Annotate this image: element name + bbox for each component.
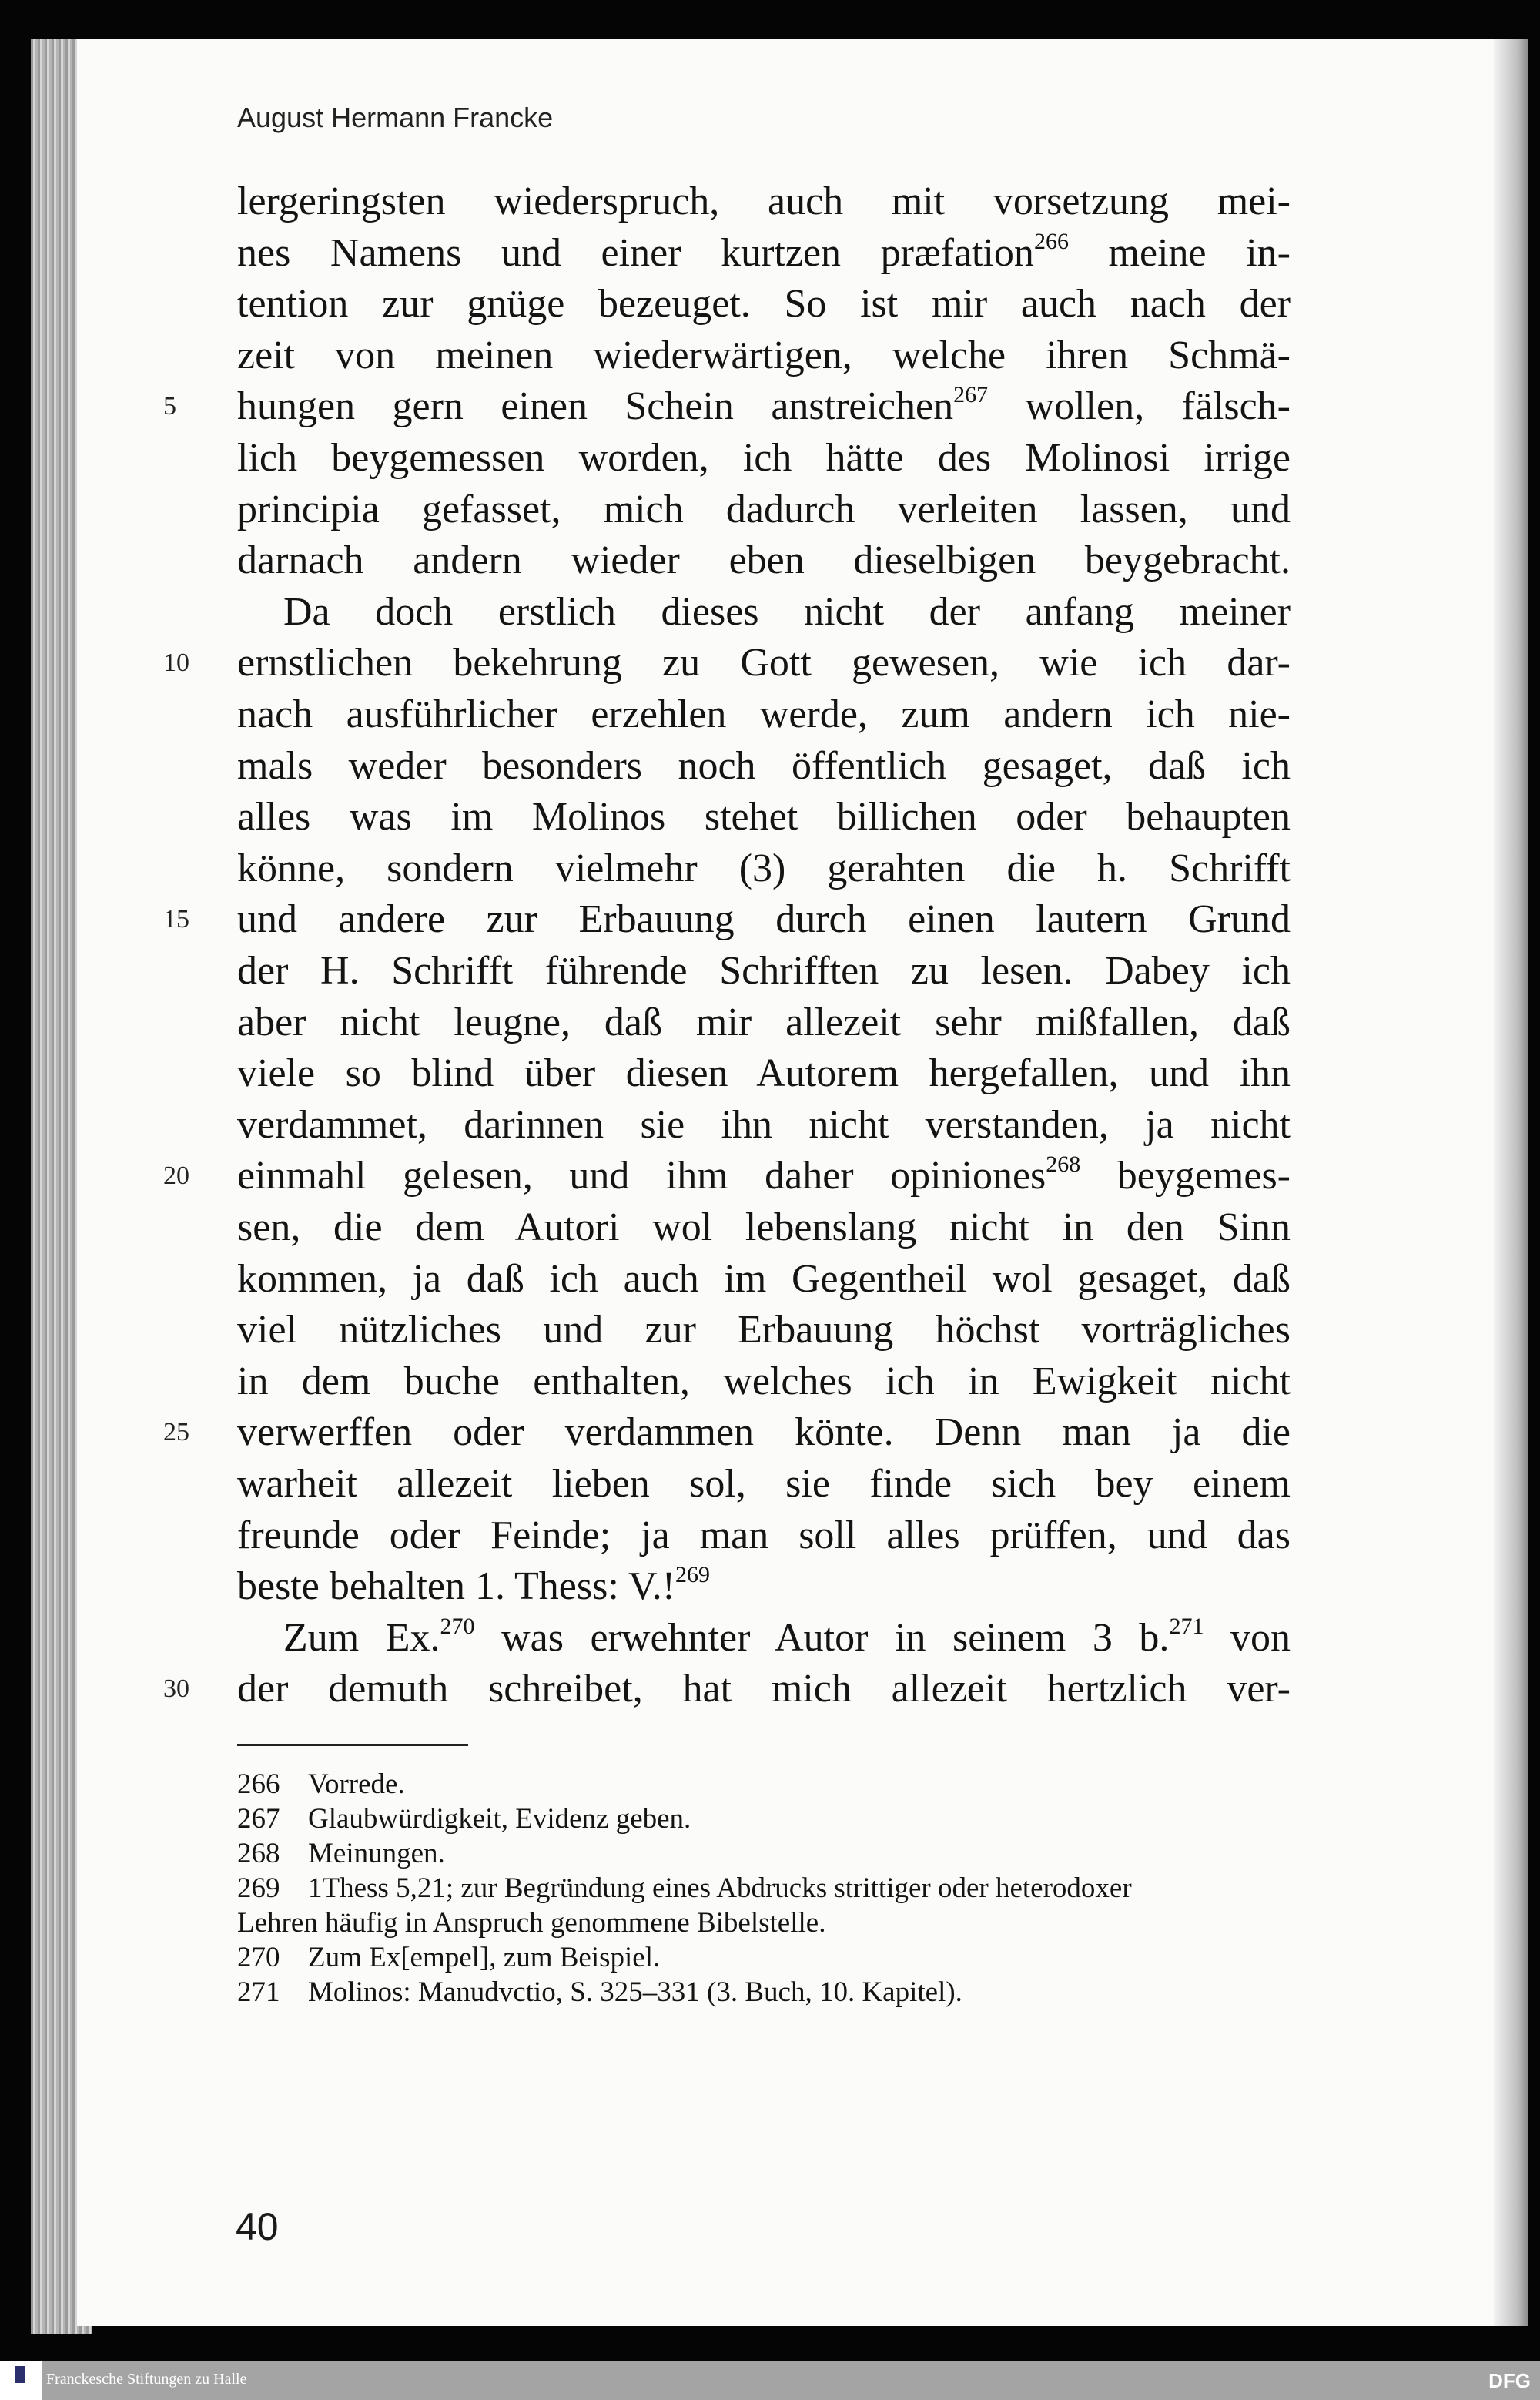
footnote-number: 271 — [237, 1976, 280, 2008]
footnote-marker: 270 — [440, 1613, 475, 1639]
text-segment: Zum Ex. — [283, 1615, 440, 1660]
text-line — [237, 792, 1291, 843]
text-segment: verwerffen oder verdammen könte. Denn man ja die — [237, 1410, 1291, 1455]
page-gutter-shadow — [1494, 39, 1528, 2326]
text-line — [237, 1561, 1291, 1612]
footnote — [237, 1906, 825, 1940]
footnote-text: Meinungen. — [308, 1838, 445, 1869]
text-segment: einmahl gelesen, und ihm daher opiniones — [237, 1154, 1046, 1198]
footnote — [237, 1802, 691, 1836]
text-line — [237, 894, 1291, 945]
footnote-text: Molinos: Manudvctio, S. 325–331 (3. Buch, 10. Kapitel). — [308, 1976, 962, 2008]
footnote-number: 268 — [237, 1838, 280, 1869]
text-line — [237, 1305, 1291, 1356]
footnote-text: Zum Ex[empel], zum Beispiel. — [308, 1942, 661, 1973]
text-segment: und andere zur Erbauung durch einen lautern Grund — [237, 897, 1291, 942]
line-number: 15 — [163, 905, 189, 934]
text-segment: viel nützliches und zur Erbauung höchst vorträgliches — [237, 1308, 1291, 1353]
text-line — [237, 1356, 1291, 1407]
text-line — [237, 1254, 1291, 1305]
text-segment: alles was im Molinos stehet billichen oder behaupten — [237, 795, 1291, 840]
footnote-number: 266 — [237, 1768, 280, 1800]
footnote-marker: 267 — [953, 382, 989, 408]
text-segment: von — [1204, 1615, 1291, 1660]
text-segment: Da doch erstlich dieses nicht der anfang meiner — [283, 589, 1291, 634]
text-segment: beygemes- — [1080, 1154, 1291, 1198]
text-line — [237, 228, 1291, 279]
page-number: 40 — [236, 2205, 279, 2248]
footnote-marker: 268 — [1046, 1151, 1081, 1178]
text-line — [237, 1613, 1291, 1664]
text-segment: darnach andern wieder eben dieselbigen beygebracht. — [237, 538, 1291, 583]
text-line — [237, 843, 1291, 894]
text-segment: principia gefasset, mich dadurch verleiten lassen, und — [237, 487, 1291, 531]
footnote-text: Vorrede. — [308, 1768, 405, 1800]
text-line — [237, 587, 1291, 638]
footnote-rule — [237, 1744, 468, 1746]
footnote — [237, 1940, 660, 1975]
footnote-text: 1Thess 5,21; zur Begründung eines Abdrucks strittiger oder heterodoxer — [308, 1872, 1132, 1904]
line-number: 10 — [163, 649, 189, 678]
text-segment: ernstlichen bekehrung zu Gott gewesen, wie ich dar- — [237, 641, 1291, 685]
text-segment: hungen gern einen Schein anstreichen — [237, 384, 954, 429]
text-line — [237, 176, 1291, 227]
text-line — [237, 741, 1291, 792]
text-line — [237, 1048, 1291, 1099]
text-segment: wollen, fälsch- — [988, 384, 1291, 429]
footnote-number: 269 — [237, 1872, 280, 1904]
text-line — [237, 638, 1291, 689]
text-segment: freunde oder Feinde; ja man soll alles prüffen, und das — [237, 1513, 1291, 1557]
text-segment: verdammet, darinnen sie ihn nicht verstanden, ja nicht — [237, 1102, 1291, 1147]
text-segment: in dem buche enthalten, welches ich in Ewigkeit nicht — [237, 1359, 1291, 1403]
text-segment: lergeringsten wiederspruch, auch mit vorsetzung mei- — [237, 179, 1291, 223]
running-head: August Hermann Francke — [237, 102, 554, 133]
footnote — [237, 1975, 962, 2009]
footnote-text: Glaubwürdigkeit, Evidenz geben. — [308, 1803, 691, 1835]
text-line — [237, 381, 1291, 432]
text-segment: was erwehnter Autor in seinem 3 b. — [474, 1615, 1170, 1660]
text-line — [237, 997, 1291, 1048]
text-line — [237, 1459, 1291, 1510]
institution-logo — [0, 2361, 42, 2400]
line-number: 20 — [163, 1161, 189, 1191]
text-line — [237, 535, 1291, 586]
text-segment: lich beygemessen worden, ich hätte des Molinosi irrige — [237, 436, 1291, 480]
footnote — [237, 1871, 1132, 1906]
text-segment: tention zur gnüge bezeuget. So ist mir auch nach der — [237, 282, 1291, 327]
text-line — [237, 1151, 1291, 1202]
text-line — [237, 1407, 1291, 1458]
text-line — [237, 1510, 1291, 1561]
text-segment: der demuth schreibet, hat mich allezeit hertzlich ver- — [237, 1667, 1291, 1711]
text-line — [237, 279, 1291, 330]
text-segment: aber nicht leugne, daß mir allezeit sehr mißfallen, daß — [237, 1000, 1291, 1044]
text-segment: meine in- — [1068, 230, 1291, 275]
text-segment: nach ausführlicher erzehlen werde, zum andern ich nie- — [237, 692, 1291, 736]
footer-bar — [0, 2361, 1540, 2400]
text-line — [237, 1100, 1291, 1151]
text-line — [237, 1202, 1291, 1253]
line-number: 5 — [163, 392, 176, 421]
footnote-text: Lehren häufig in Anspruch genommene Bibelstelle. — [237, 1907, 826, 1939]
text-segment: könne, sondern vielmehr (3) gerahten die h. Schrifft — [237, 846, 1291, 890]
text-segment: der H. Schrifft führende Schrifften zu lesen. Dabey ich — [237, 949, 1291, 993]
dfg-logo: DFG — [1488, 2369, 1531, 2392]
footnote-marker: 271 — [1169, 1613, 1204, 1639]
text-segment: sen, die dem Autori wol lebenslang nicht in den Sinn — [237, 1205, 1291, 1249]
text-line — [237, 946, 1291, 997]
text-line — [237, 433, 1291, 484]
text-segment: warheit allezeit lieben sol, sie finde sich bey einem — [237, 1462, 1291, 1506]
footnote — [237, 1767, 405, 1802]
text-line — [237, 689, 1291, 740]
text-segment: zeit von meinen wiederwärtigen, welche ihren Schmä- — [237, 333, 1291, 377]
text-line — [237, 1664, 1291, 1715]
footnote — [237, 1836, 445, 1871]
text-line — [237, 484, 1291, 535]
text-segment: nes Namens und einer kurtzen præfation — [237, 230, 1034, 275]
text-segment: viele so blind über diesen Autorem hergefallen, und ihn — [237, 1051, 1291, 1096]
line-number: 25 — [163, 1418, 189, 1447]
footnote-number: 267 — [237, 1803, 280, 1835]
text-line — [237, 330, 1291, 381]
text-segment: kommen, ja daß ich auch im Gegentheil wol gesaget, daß — [237, 1256, 1291, 1301]
footnote-marker: 266 — [1033, 228, 1069, 254]
institution-name: Franckesche Stiftungen zu Halle — [46, 2371, 247, 2388]
line-number: 30 — [163, 1674, 189, 1704]
text-segment: beste behalten 1. Thess: V.! — [237, 1564, 676, 1609]
footnote-number: 270 — [237, 1942, 280, 1973]
footnote-marker: 269 — [675, 1562, 711, 1588]
text-segment: mals weder besonders noch öffentlich gesaget, daß ich — [237, 743, 1291, 788]
